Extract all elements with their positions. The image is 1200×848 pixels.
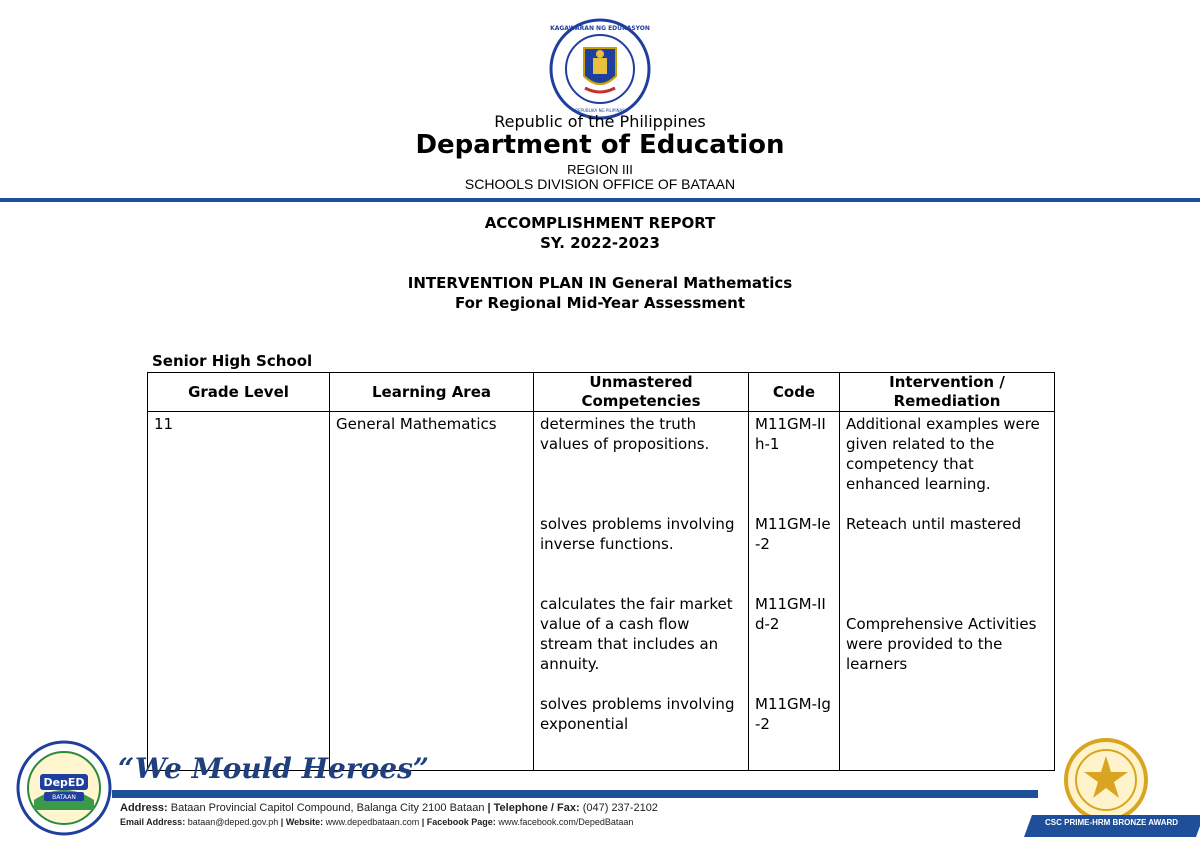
email-link[interactable]: bataan@deped.gov.ph	[187, 817, 279, 827]
code-item: M11GM-IIh-1	[755, 415, 826, 453]
intervention-item: Reteach until mastered	[846, 515, 1022, 533]
intervention-item: Comprehensive Activities were provided to the learners	[846, 615, 1037, 673]
code-item: M11GM-Ie-2	[755, 515, 831, 553]
plan-title: INTERVENTION PLAN IN General Mathematics	[407, 274, 793, 292]
address-line: Address: Bataan Provincial Capitol Compound, Balanga City 2100 Bataan | Telephone / Fax: (047) 237-2102	[120, 802, 658, 814]
award-medal-icon	[1064, 738, 1148, 822]
table-header-row	[148, 373, 1055, 412]
competency-item: solves problems involving inverse functions.	[540, 515, 735, 553]
slogan: “We Mould Heroes”	[118, 752, 429, 785]
email-label: Email Address:	[120, 817, 186, 827]
code-item: M11GM-IId-2	[755, 595, 826, 633]
intervention-cell	[840, 412, 1055, 771]
address-label: Address:	[120, 802, 168, 814]
website-label: Website:	[285, 817, 324, 827]
footer-logo-text: DepED	[43, 776, 85, 789]
competency-item: calculates the fair market value of a cash flow stream that includes an annuity.	[540, 595, 733, 673]
address-value: Bataan Provincial Capitol Compound, Balanga City 2100 Bataan	[170, 802, 485, 814]
deped-seal-logo	[549, 18, 651, 120]
competency-item: determines the truth values of propositions.	[540, 415, 710, 453]
plan-subtitle: For Regional Mid-Year Assessment	[454, 294, 745, 312]
contact-line: Email Address: bataan@deped.gov.ph | Website: www.depedbataan.com | Facebook Page: www.facebook.com/DepedBataan	[120, 817, 634, 827]
learning-area-cell: General Mathematics	[330, 412, 534, 771]
header-grade-level: Grade Level	[148, 373, 330, 412]
school-year: SY. 2022-2023	[540, 234, 660, 252]
award-label: CSC PRIME-HRM BRONZE AWARD	[1045, 818, 1179, 827]
facebook-link[interactable]: www.facebook.com/DepedBataan	[498, 817, 634, 827]
grade-level-cell: 11	[148, 412, 330, 771]
header-intervention: Intervention / Remediation	[840, 373, 1055, 412]
header-learning-area: Learning Area	[330, 373, 534, 412]
competency-item: solves problems involving exponential	[540, 695, 735, 733]
section-label: Senior High School	[152, 352, 313, 370]
region-heading: REGION III	[567, 162, 633, 177]
report-title: ACCOMPLISHMENT REPORT	[484, 214, 716, 232]
republic-heading: Republic of the Philippines	[494, 112, 706, 131]
code-cell	[749, 412, 840, 771]
division-heading: SCHOOLS DIVISION OFFICE OF BATAAN	[464, 176, 736, 192]
intervention-table	[147, 372, 1055, 771]
seal-bottom-text: REPUBLIKA NG PILIPINAS	[575, 108, 625, 113]
header-divider	[0, 198, 1200, 202]
website-link[interactable]: www.depedbataan.com	[325, 817, 420, 827]
intervention-item: Additional examples were given related to the competency that enhanced learning.	[846, 415, 1040, 493]
code-item: M11GM-Ig-2	[755, 695, 831, 733]
department-heading: Department of Education	[415, 130, 785, 160]
header-code: Code	[749, 373, 840, 412]
table-row	[148, 412, 1055, 771]
seal-text: KAGAWARAN NG EDUKASYON	[550, 25, 650, 32]
competencies-cell	[534, 412, 749, 771]
phone-label: Telephone / Fax:	[493, 802, 580, 814]
footer-divider	[112, 790, 1038, 798]
deped-bataan-logo	[16, 740, 112, 836]
phone-value: (047) 237-2102	[582, 802, 658, 814]
facebook-label: Facebook Page:	[426, 817, 496, 827]
header-competencies: Unmastered Competencies	[534, 373, 749, 412]
footer-logo-sub: BATAAN	[52, 794, 76, 801]
